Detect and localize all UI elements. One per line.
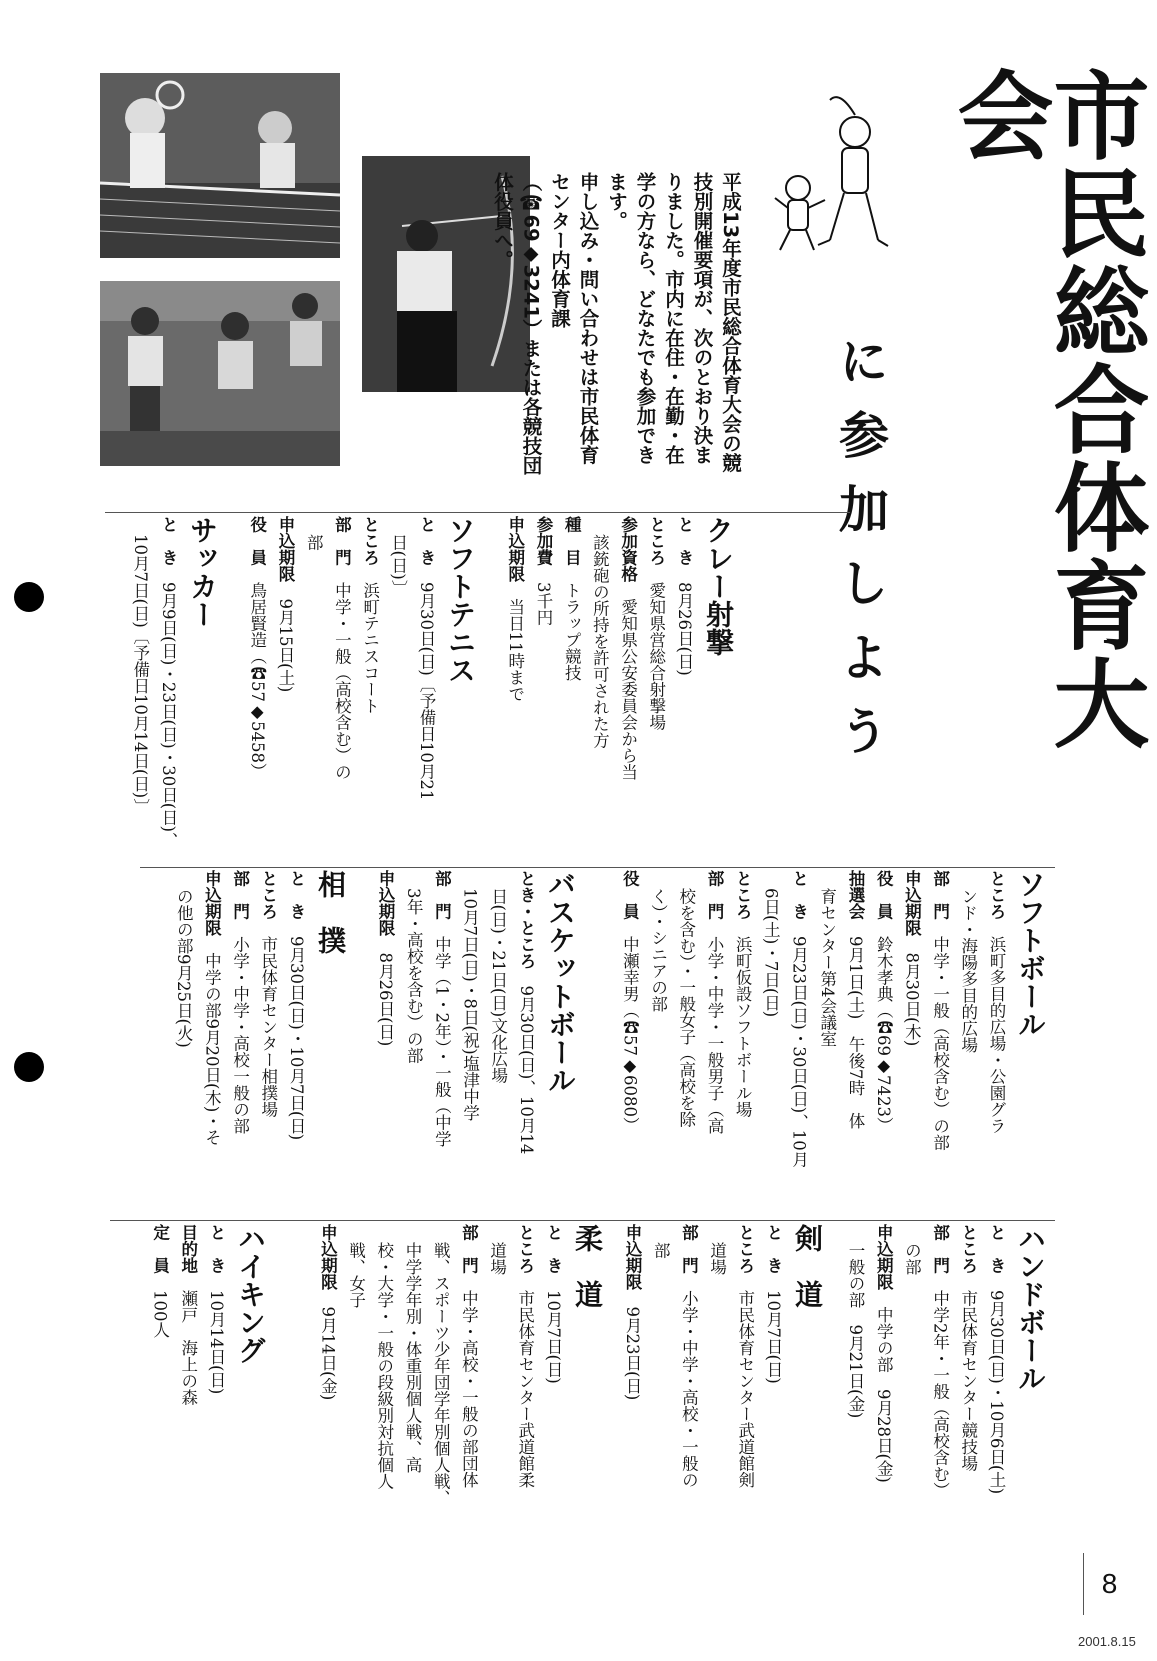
field-label: 役 員 [247, 516, 267, 566]
section-line [398, 1224, 426, 1569]
field-value: 校・大学・一般の段級別対抗個人 [374, 1242, 394, 1490]
section-heading: ハイキング [234, 1224, 267, 1364]
section-line [672, 870, 700, 1215]
intro-text: 平成13年度市民総合体育大会の競技別開催要項が、次のとおり決まりました。市内に在住・在勤・在学の方なら、どなたでも参加できます。 申し込み・問い合わせは市民体育センター内体育課（☎69◆3241）または各競技団体役員へ。 [491, 172, 742, 475]
field-value: 一般の部 9月21日(金) [845, 1242, 865, 1419]
field-label: 部 門 [704, 870, 724, 920]
field-value: 部 [304, 534, 324, 551]
section-line [145, 1224, 173, 1569]
section-heading: サッカー [186, 516, 219, 628]
section-heading: バスケットボール [544, 870, 577, 1094]
field-value: 日(日)・21日(日)文化広場 [488, 888, 508, 1084]
field-value: 浜町テニスコート [360, 582, 380, 714]
field-value: 育センター第4会議室 [817, 888, 837, 1048]
section-line [529, 516, 557, 861]
field-value: 道場 [487, 1242, 507, 1276]
field-value: 9月9日(日)・23日(日)・30日(日)、 [159, 582, 178, 849]
section-line [615, 870, 643, 1215]
field-value: 10月7日(日)〔予備日10月14日(日)〕 [130, 534, 150, 815]
section-line [731, 1224, 759, 1569]
section-line [869, 870, 897, 1215]
field-value: 10月7日(日) [764, 1290, 783, 1384]
section-basketball [355, 870, 580, 1215]
section-line [399, 870, 427, 1215]
section-softball [585, 870, 1050, 1215]
section-line [728, 870, 756, 1215]
field-value: 中学・高校・一般の部団体 [459, 1290, 479, 1488]
field-label: 部 門 [930, 870, 950, 920]
section-line [313, 1224, 341, 1569]
field-label: 申込期限 [202, 870, 222, 936]
field-value: 3千円 [533, 582, 553, 626]
field-label: ところ [646, 516, 666, 566]
field-value: の他の部9月25日(火) [174, 888, 194, 1049]
field-label: ところ [733, 870, 753, 920]
section-line [371, 870, 399, 1215]
field-label: 役 員 [874, 870, 894, 920]
field-value: 8月30日(木) [902, 952, 922, 1047]
field-label: 参加費 [533, 516, 553, 566]
field-value: 鳥居賢造（☎57◆5458） [247, 582, 267, 780]
section-line [384, 516, 412, 861]
mascot-illustration [770, 90, 890, 265]
section-line [327, 516, 355, 861]
section-line [897, 870, 925, 1215]
section-line [613, 516, 641, 861]
section-line [925, 870, 953, 1215]
field-label: と き [417, 516, 436, 566]
field-value: 浜町仮設ソフトボール場 [733, 936, 753, 1118]
field-label: 部 門 [230, 870, 250, 920]
section-line [225, 870, 253, 1215]
section-line [784, 870, 812, 1215]
field-value: 愛知県営総合射撃場 [646, 582, 666, 731]
section-heading: ハンドボール [1014, 1224, 1047, 1392]
section-line [427, 870, 455, 1215]
field-value: 該銃砲の所持を許可された方 [590, 534, 610, 749]
field-value: ンド・海陽多目的広場 [958, 888, 978, 1054]
section-line [271, 516, 299, 861]
field-label: ところ [987, 870, 1006, 920]
section-line [539, 1224, 567, 1569]
field-value: 中学（1・2年）・一般（中学 [432, 936, 452, 1147]
field-value: 戦、女子 [346, 1242, 366, 1309]
field-value: 中学の部9月20日(木)・そ [202, 952, 222, 1146]
issue-date: 2001.8.15 [1078, 1634, 1136, 1649]
section-line [646, 1224, 674, 1569]
field-value: 市民体育センター武道館柔 [515, 1290, 535, 1488]
field-value: 6日(土)・7日(日) [761, 888, 781, 1018]
section-heading: クレー射撃 [702, 516, 735, 656]
field-value: 9月30日(日)・10月6日(土) [987, 1290, 1006, 1495]
section-soft-tennis [230, 516, 480, 861]
field-value: 中学・一般（高校含む）の部 [930, 936, 950, 1151]
section-line [412, 516, 440, 861]
field-label: 種 目 [562, 516, 582, 566]
field-value: 100人 [150, 1290, 170, 1338]
field-label: 申込期限 [375, 870, 395, 936]
sprint-photo [100, 281, 340, 466]
field-value: 市民体育センター競技場 [958, 1290, 978, 1472]
field-label: 申込期限 [874, 1224, 894, 1290]
page-title: 市民総合体育大会 [942, 66, 1150, 752]
section-line [154, 516, 182, 861]
field-value: 瀬戸 海上の森 [178, 1290, 198, 1406]
section-line [700, 870, 728, 1215]
field-value: 9月1日(土) 午後7時 体 [845, 936, 865, 1129]
field-label: 参加資格 [618, 516, 638, 582]
section-line [299, 516, 327, 861]
field-label: ところ [515, 1224, 535, 1274]
section-line [557, 516, 585, 861]
section-line [841, 1224, 869, 1569]
band-divider-3 [110, 1220, 1055, 1221]
field-label: と き [789, 870, 809, 920]
section-line [585, 516, 613, 861]
field-label: と き [207, 1224, 226, 1274]
section-line [341, 1224, 369, 1569]
intro-paragraph [491, 172, 744, 477]
field-value: 小学・中学・高校一般の部 [230, 936, 250, 1134]
field-label: ところ [258, 870, 278, 920]
section-line [501, 516, 529, 861]
field-label: 申込期限 [622, 1224, 642, 1290]
field-label: ところ [360, 516, 380, 566]
field-label: と き [544, 1224, 563, 1274]
field-value: 当日11時まで [505, 598, 525, 702]
field-label: とき・ところ [517, 870, 536, 969]
section-line [642, 516, 670, 861]
section-clay-shooting [488, 516, 738, 861]
section-line [702, 1224, 730, 1569]
field-value: 中瀬幸男（☎57◆6080） [620, 936, 640, 1134]
section-line [643, 870, 671, 1215]
field-label: 役 員 [620, 870, 640, 920]
section-line [954, 870, 982, 1215]
section-line [813, 870, 841, 1215]
section-line [759, 1224, 787, 1569]
section-line [982, 870, 1010, 1215]
field-label: 申込期限 [318, 1224, 338, 1290]
field-label: と き [764, 1224, 783, 1274]
section-line [169, 870, 197, 1215]
field-label: 目的地 [178, 1224, 198, 1274]
field-value: 10月7日(日) [544, 1290, 563, 1384]
page-number: 8 [1083, 1553, 1135, 1615]
field-value: 市民体育センター相撲場 [258, 936, 278, 1118]
field-label: 抽選会 [845, 870, 865, 920]
field-value: 部 [651, 1242, 671, 1259]
section-line [925, 1224, 953, 1569]
section-heading: 相 撲 [314, 870, 347, 954]
field-value: 中学・一般（高校含む）の [332, 582, 352, 780]
section-line [484, 870, 512, 1215]
field-value: 8月26日(日) [375, 952, 395, 1047]
field-value: 鈴木孝典（☎69◆7423） [874, 936, 894, 1134]
field-value: 9月30日(日)〔予備日10月21 [417, 582, 436, 801]
field-value: 9月23日(日) [622, 1306, 642, 1401]
field-label: 申込期限 [275, 516, 295, 582]
section-heading: ソフトテニス [444, 516, 477, 684]
section-heading: 剣 道 [791, 1224, 824, 1308]
section-line [254, 870, 282, 1215]
field-value: 戦、スポーツ少年団学年別個人戦、 [431, 1242, 451, 1507]
field-label: と き [987, 1224, 1006, 1274]
field-label: 部 門 [459, 1224, 479, 1274]
section-handball [835, 1224, 1050, 1569]
field-label: 部 門 [930, 1224, 950, 1274]
field-label: と き [159, 516, 178, 566]
section-line [482, 1224, 510, 1569]
field-value: の部 [902, 1242, 922, 1276]
section-line [202, 1224, 230, 1569]
section-line [455, 870, 483, 1215]
section-line [370, 1224, 398, 1569]
section-line [174, 1224, 202, 1569]
section-line [512, 870, 540, 1215]
field-label: 定 員 [150, 1224, 170, 1274]
field-label: 申込期限 [902, 870, 922, 936]
field-value: 道場 [707, 1242, 727, 1276]
section-heading: 柔 道 [571, 1224, 604, 1308]
section-heading: ソフトボール [1014, 870, 1047, 1038]
field-label: と き [287, 870, 306, 920]
field-value: 市民体育センター武道館剣 [735, 1290, 755, 1488]
section-line [982, 1224, 1010, 1569]
field-label: 申込期限 [505, 516, 525, 582]
field-value: 愛知県公安委員会から当 [618, 598, 638, 780]
section-soccer [110, 516, 222, 861]
field-label: と き [675, 516, 694, 566]
binder-hole-top [14, 582, 44, 612]
section-line [197, 870, 225, 1215]
field-value: 中学学年別・体重別個人戦、高 [402, 1242, 422, 1474]
field-label: ところ [735, 1224, 755, 1274]
section-line [674, 1224, 702, 1569]
field-value: 日(日)〕 [388, 534, 408, 597]
field-value: 8月26日(日) [675, 582, 694, 676]
page-subtitle: に参加しよう [831, 335, 889, 779]
field-value: 10月14日(日) [207, 1290, 226, 1395]
section-line [355, 516, 383, 861]
section-line [126, 516, 154, 861]
section-line [897, 1224, 925, 1569]
section-line [756, 870, 784, 1215]
field-value: 小学・中学・一般男子（高 [704, 936, 724, 1134]
field-value: 9月23日(日)・30日(日)、10月 [789, 936, 809, 1168]
tennis-photo [100, 73, 340, 258]
section-line [454, 1224, 482, 1569]
section-line [426, 1224, 454, 1569]
section-judo [272, 1224, 607, 1569]
field-label: 部 門 [432, 870, 452, 920]
field-value: 9月30日(日)・10月7日(日) [287, 936, 306, 1141]
field-label: 部 門 [679, 1224, 699, 1274]
section-line [243, 516, 271, 861]
section-line [670, 516, 698, 861]
section-line [511, 1224, 539, 1569]
field-value: 9月14日(金) [318, 1306, 338, 1401]
field-value: トラップ競技 [562, 582, 582, 681]
field-value: 10月7日(日)・8日(祝)塩津中学 [460, 888, 480, 1121]
section-line [618, 1224, 646, 1569]
field-value: 中学2年・一般（高校含む） [930, 1290, 950, 1499]
field-value: 校を含む）・一般女子（高校を除 [676, 888, 696, 1128]
section-line [282, 870, 310, 1215]
band-divider-2 [140, 867, 1055, 868]
field-value: 9月30日(日)、10月14 [517, 985, 536, 1155]
section-line [841, 870, 869, 1215]
section-line [954, 1224, 982, 1569]
section-hiking [110, 1224, 270, 1569]
field-label: 部 門 [332, 516, 352, 566]
field-value: 9月15日(土) [275, 598, 295, 693]
field-value: 浜町多目的広場・公園グラ [987, 936, 1006, 1134]
field-value: 小学・中学・高校・一般の [679, 1290, 699, 1488]
binder-hole-bottom [14, 1052, 44, 1082]
band-divider-1 [105, 512, 850, 513]
section-kendo [612, 1224, 827, 1569]
section-sumo [145, 870, 350, 1215]
section-line [869, 1224, 897, 1569]
field-value: 中学の部 9月28日(金) [874, 1306, 894, 1483]
field-value: 3年・高校を含む）の部 [404, 888, 424, 1064]
field-value: く）・シニアの部 [648, 888, 668, 1012]
field-label: ところ [958, 1224, 978, 1274]
